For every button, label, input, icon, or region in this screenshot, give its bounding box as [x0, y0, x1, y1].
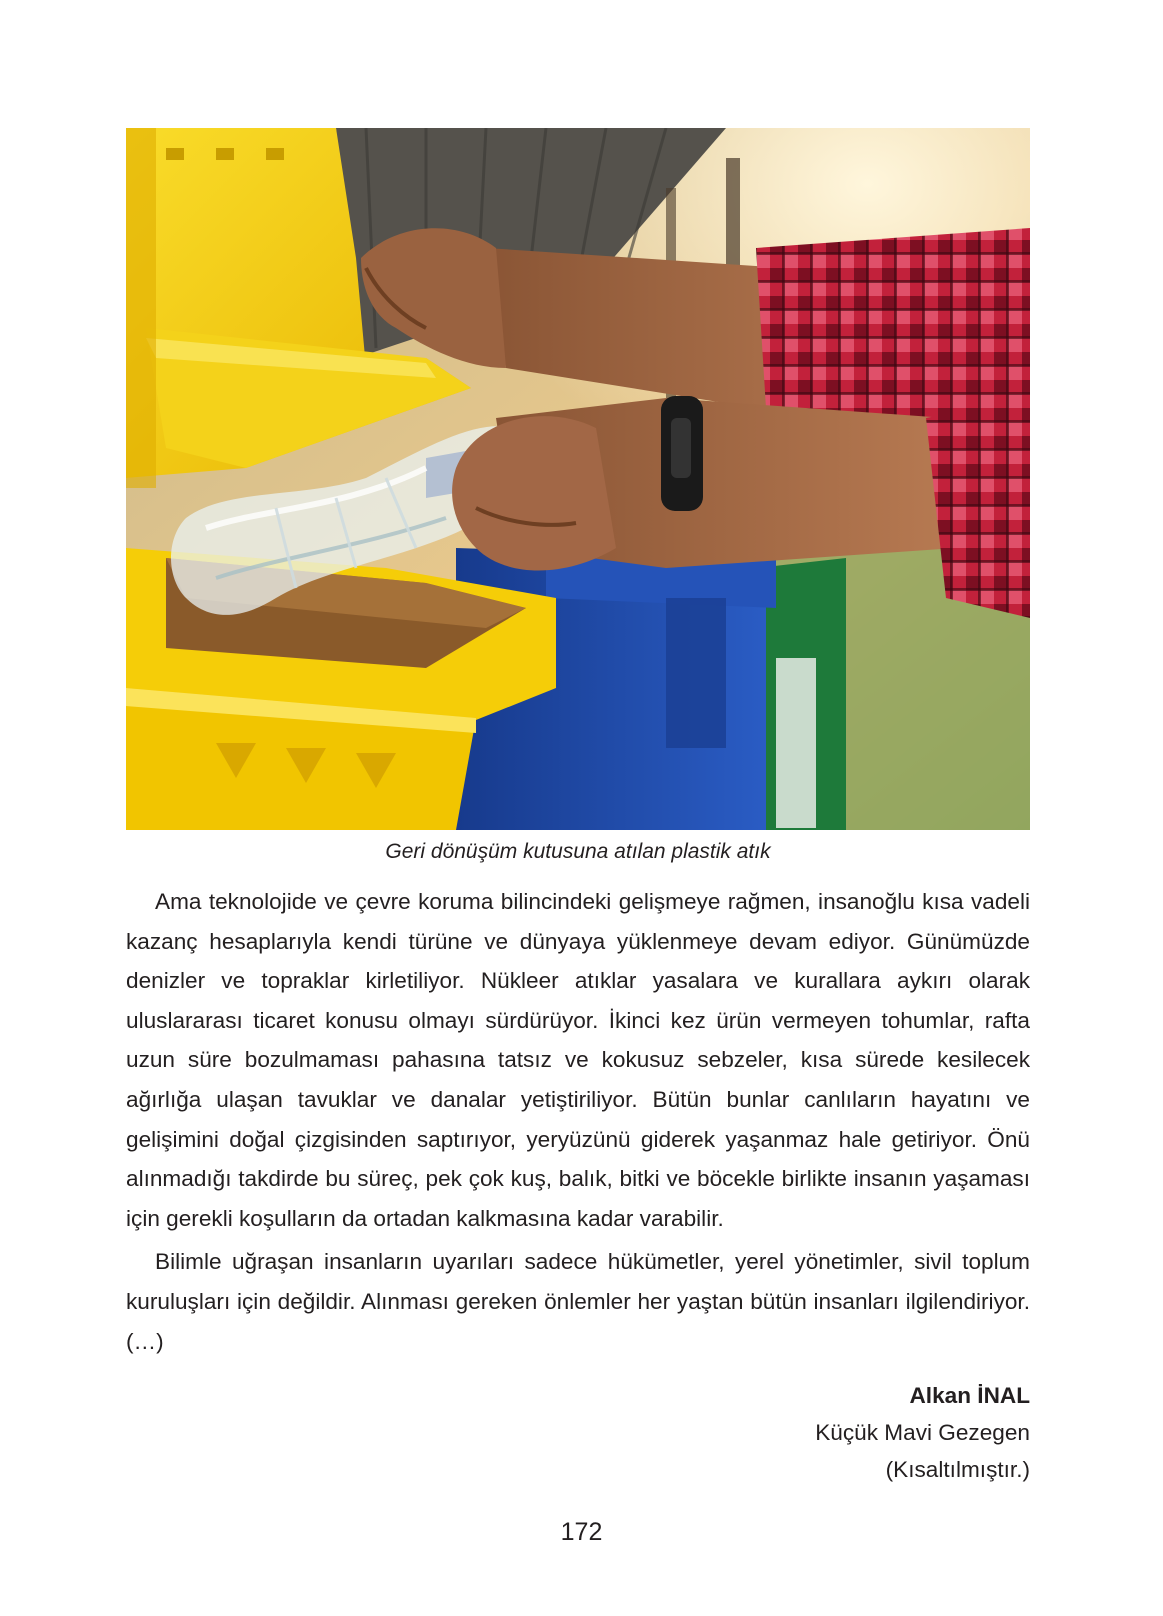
source-attribution — [815, 1377, 1030, 1488]
author-name: Alkan İNAL — [909, 1383, 1030, 1408]
abridged-note: (Kısaltılmıştır.) — [885, 1457, 1030, 1482]
page-number: 172 — [560, 1518, 603, 1546]
paragraph-2: Bilimle uğraşan insanların uyarıları sadece hükümetler, yerel yönetimler, sivil toplum kuruluşları için değildir. Alınması gereken önlemler her yaştan bütün insanları ilgilendiriyor. (…) — [126, 1249, 1030, 1354]
paragraph-1: Ama teknolojide ve çevre koruma bilincindeki gelişmeye rağmen, insanoğlu kısa vadeli kazanç hesaplarıyla kendi türüne ve dünyaya yüklenmeye devam ediyor. Günümüzde denizler ve topraklar kirletiliyor. Nükleer atıklar yasalara ve kurallara aykırı olarak uluslararası ticaret konusu olmayı sürdürüyor. İkinci kez ürün vermeyen tohumlar, rafta uzun süre bozulmaması pahasına tatsız ve kokusuz sebzeler, kısa sürede kesilecek ağırlığa ulaşan tavuklar ve danalar yetiştiriliyor. Bütün bunlar canlıların hayatını ve gelişimini doğal çizgisinden saptırıyor, yeryüzünü giderek yaşanmaz hale getiriyor. Önü alınmadığı takdirde bu süreç, pek çok kuş, balık, bitki ve böcekle birlikte insanın yaşaması için gerekli koşulların da ortadan kalkmasına kadar varabilir. — [126, 889, 1030, 1231]
figure-caption: Geri dönüşüm kutusuna atılan plastik atık — [385, 840, 771, 863]
article-body — [126, 882, 1030, 1365]
book-title: Küçük Mavi Gezegen — [815, 1420, 1030, 1445]
recycling-illustration — [126, 128, 1030, 830]
recycling-photo — [126, 128, 1030, 830]
